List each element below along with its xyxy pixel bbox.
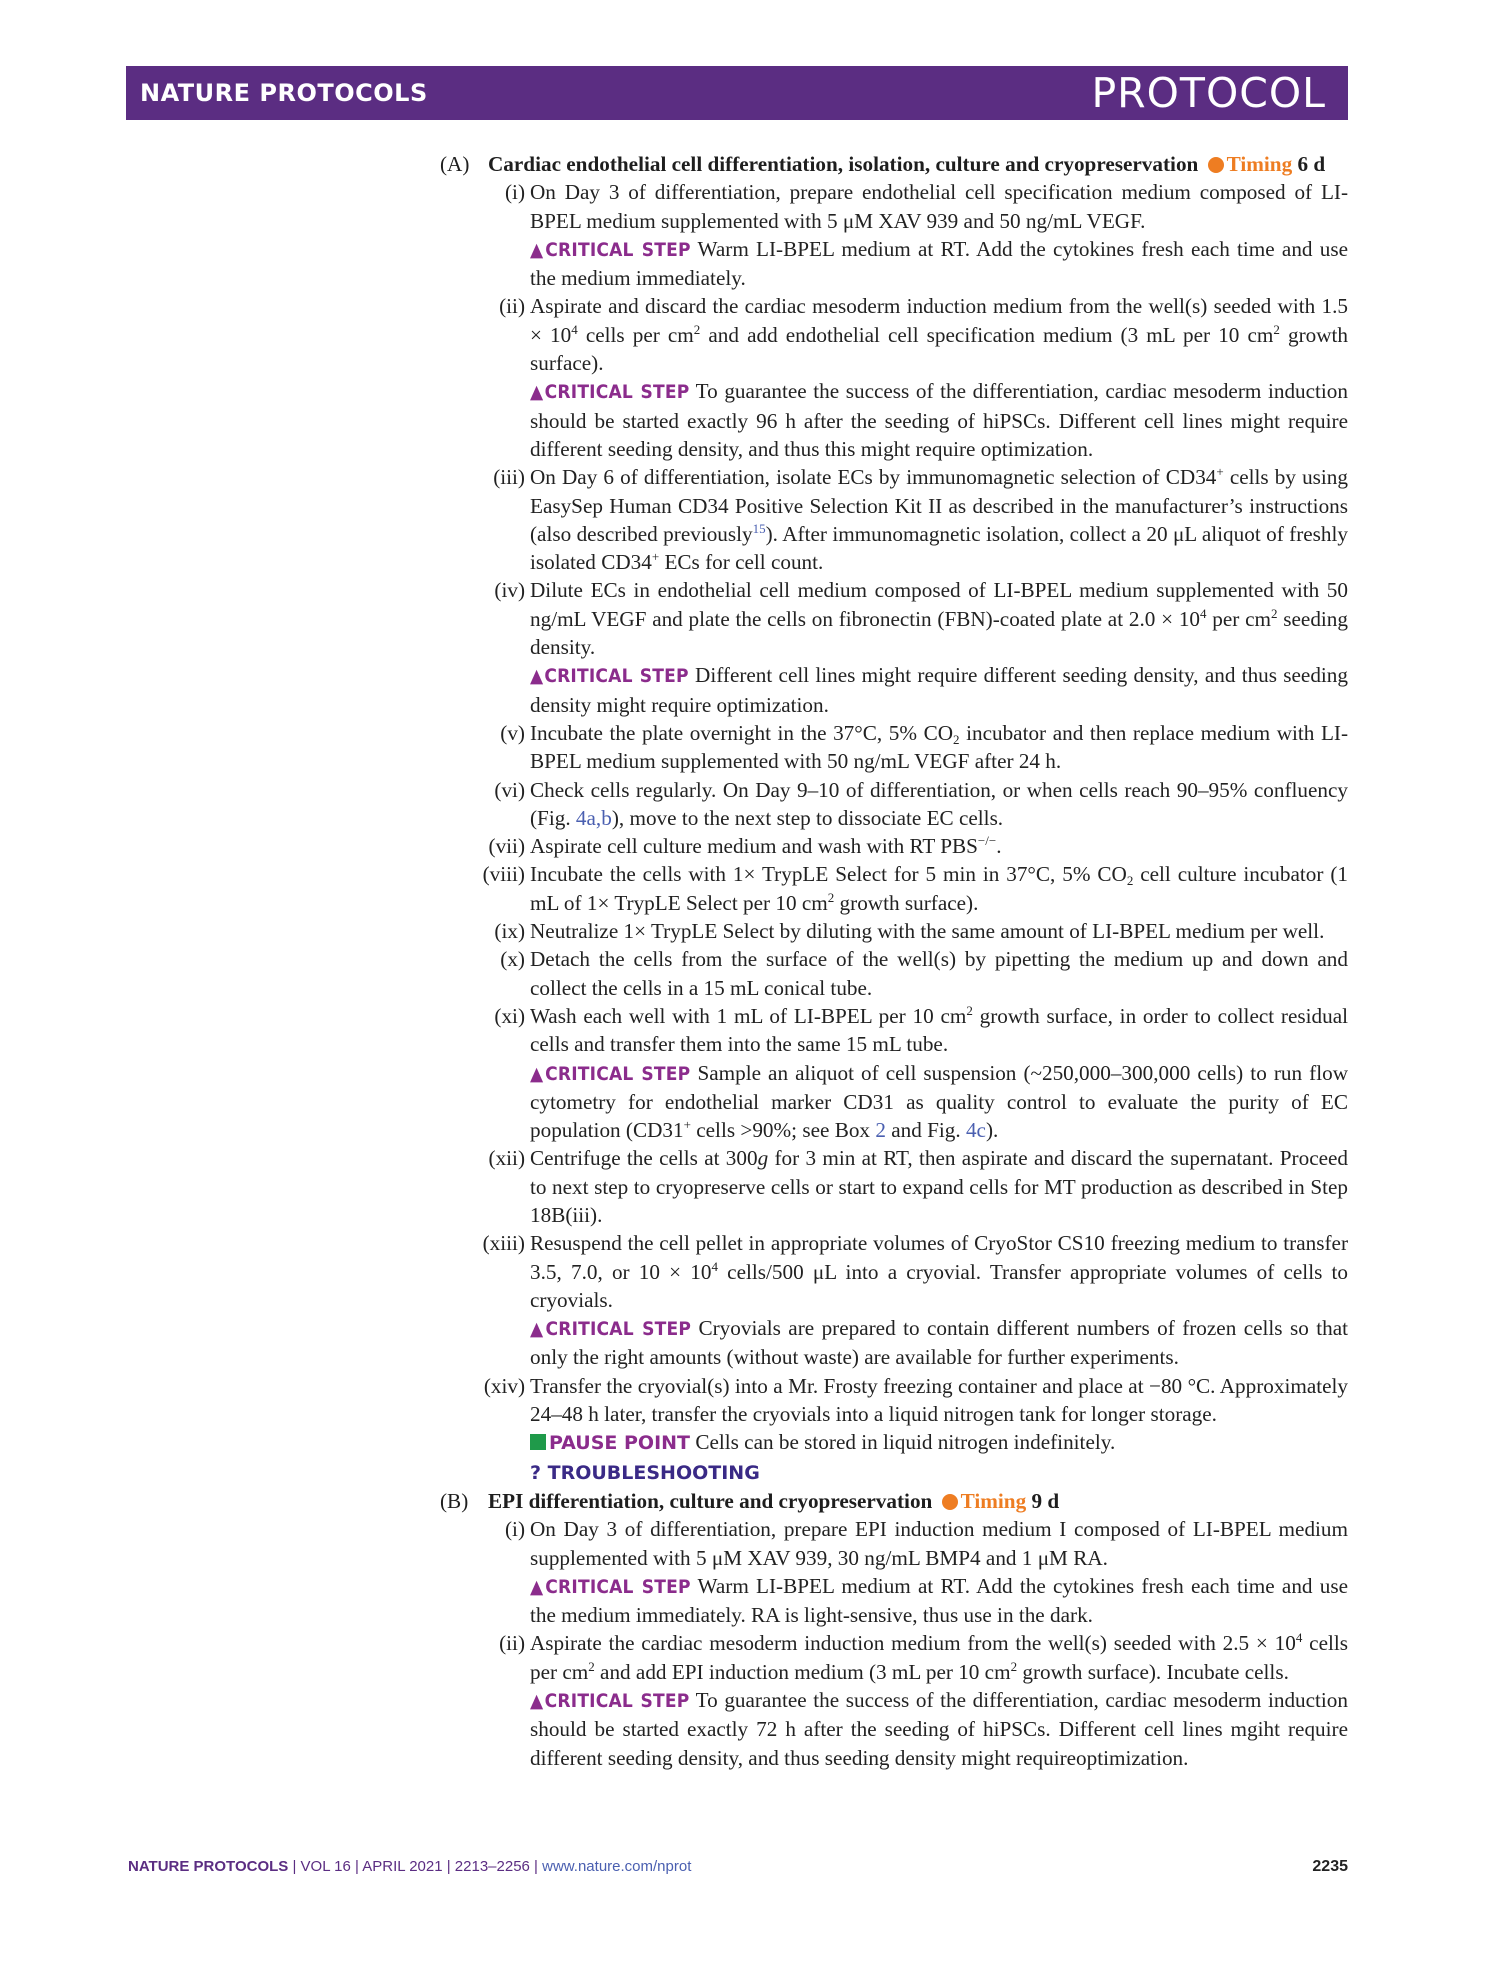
- troubleshooting-link[interactable]: ? TROUBLESHOOTING: [530, 1461, 760, 1484]
- pause-point-label: PAUSE POINT: [549, 1432, 691, 1455]
- step-a-vi: (vi) Check cells regularly. On Day 9–10 of differentiation, or when cells reach 90–95% confluency (Fig. 4a,b), move to the next step to dissociate EC cells.: [494, 777, 1348, 830]
- troubleshooting-note: [530, 1458, 1348, 1487]
- section-title-text: EPI differentiation, culture and cryopreservation: [488, 1488, 933, 1513]
- section-title-text: Cardiac endothelial cell differentiation, isolation, culture and cryopreservation: [488, 152, 1199, 176]
- page-footer: NATURE PROTOCOLS | VOL 16 | APRIL 2021 | 2213–2256 | www.nature.com/nprot 2235: [128, 1858, 1348, 1875]
- critical-step-icon: ▲: [530, 1062, 546, 1085]
- critical-step-label: CRITICAL STEP: [545, 1318, 692, 1341]
- journal-name: NATURE PROTOCOLS: [140, 79, 428, 107]
- section-label: (B): [440, 1488, 469, 1513]
- step-b-i: (i) On Day 3 of differentiation, prepare EPI induction medium I composed of LI-BPEL medium supplemented with 5 μM XAV 939, 30 ng/mL BMP4 and 1 μM RA. ▲CRITICAL STEP Warm LI-BPEL medium at RT. Add the cytokines fresh each time and use the medium immediately. RA is light-sensive, thus use in the dark.: [488, 1515, 1348, 1629]
- step-number: (x): [500, 947, 525, 972]
- timing-label: Timing: [1226, 152, 1293, 176]
- critical-step-label: CRITICAL STEP: [544, 665, 689, 688]
- footer-url[interactable]: www.nature.com/nprot: [542, 1858, 692, 1875]
- critical-step-note: ▲CRITICAL STEP To guarantee the success of the differentiation, cardiac mesoderm induction should be started exactly 96 h after the seeding of hiPSCs. Different cell lines might require different seeding density, and thus this might require optimization.: [530, 379, 1348, 461]
- step-b-ii: (ii) Aspirate the cardiac mesoderm induction medium from the well(s) seeded with $2.5 \times 10^4$ cells per $cm^2$ and add EPI induction medium (3 mL per 10 $cm^2$ growth surface). Incubate cells. ▲CRITICAL STEP To guarantee the success of the differentiation, cardiac mesoderm induction should be started exactly 72 h after the seeding of hiPSCs. Different cell lines mgiht require different seeding density, and thus seeding density might requireoptimization.: [488, 1629, 1348, 1771]
- reference-link[interactable]: 15: [752, 520, 766, 536]
- critical-step-note: ▲CRITICAL STEP To guarantee the success of the differentiation, cardiac mesoderm induction should be started exactly 72 h after the seeding of hiPSCs. Different cell lines mgiht require different seeding density, and thus seeding density might requireoptimization.: [530, 1688, 1348, 1770]
- step-a-viii: (viii) Incubate the cells with 1× TrypLE Select for 5 min in 37°C, 5% $CO_2$ cell culture incubator (1 mL of 1× TrypLE Select per 10 $cm^2$ growth surface).: [482, 862, 1348, 915]
- header-banner: [126, 66, 1348, 120]
- step-a-i: (i) On Day 3 of differentiation, prepare endothelial cell specification medium composed of LI-BPEL medium supplemented with 5 μM XAV 939 and 50 ng/mL VEGF. ▲CRITICAL STEP Warm LI-BPEL medium at RT. Add the cytokines fresh each time and use the medium immediately.: [488, 178, 1348, 292]
- step-a-x: (x) Detach the cells from the surface of the well(s) by pipetting the medium up and down and collect the cells in a 15 mL conical tube.: [500, 947, 1348, 1000]
- critical-step-note: ▲CRITICAL STEP Warm LI-BPEL medium at RT. Add the cytokines fresh each time and use the medium immediately.: [530, 236, 1348, 291]
- critical-step-note: ▲CRITICAL STEP Cryovials are prepared to contain different numbers of frozen cells so that only the right amounts (without waste) are available for further experiments.: [530, 1316, 1348, 1370]
- step-number: (xii): [488, 1146, 525, 1171]
- step-a-xii: (xii) Centrifuge the cells at 300g for 3 min at RT, then aspirate and discard the supernatant. Proceed to next step to cryopreserve cells or start to expand cells for MT production as described in Step 18B(iii).: [488, 1146, 1348, 1227]
- critical-step-icon: ▲: [530, 238, 546, 261]
- step-number: (xiii): [482, 1231, 525, 1256]
- step-a-iii: (iii) On Day 6 of differentiation, isolate ECs by immunomagnetic selection of CD34+ cells by using EasySep Human CD34 Positive Selection Kit II as described in the manufacturer’s instructions (also described previously$^{15}$). After immunomagnetic isolation, collect a 20 μL aliquot of freshly isolated CD34+ ECs for cell count.: [493, 464, 1348, 575]
- critical-step-note: ▲CRITICAL STEP Different cell lines might require different seeding density, and thus seeding density might require optimization.: [530, 663, 1348, 717]
- footer-citation: VOL 16 | APRIL 2021 | 2213–2256: [300, 1858, 530, 1875]
- section-b-title: [440, 1487, 1348, 1515]
- step-number: (xi): [494, 1003, 525, 1028]
- step-number: (vii): [488, 834, 525, 859]
- timing-dot-icon: [1208, 157, 1224, 173]
- step-number: (iv): [494, 578, 525, 603]
- step-a-xiv: (xiv) Transfer the cryovial(s) into a Mr. Frosty freezing container and place at −80 °C. Approximately 24–48 h later, transfer the cryovials into a liquid nitrogen tank for longer storage. PAUSE POINT Cells can be stored in liquid nitrogen indefinitely. ? TROUBLESHOOTING: [488, 1372, 1348, 1487]
- timing-dot-icon: [942, 1494, 958, 1510]
- step-number: (vi): [494, 777, 525, 802]
- step-a-v: (v) Incubate the plate overnight in the 37°C, 5% $CO_2$ incubator and then replace medium with LI-BPEL medium supplemented with 50 ng/mL VEGF after 24 h.: [500, 720, 1348, 774]
- step-number: (ii): [499, 1631, 525, 1656]
- step-number: (ii): [499, 294, 525, 319]
- main-content: [440, 150, 1348, 1772]
- pause-point-note: PAUSE POINT Cells can be stored in liquid nitrogen indefinitely.: [530, 1428, 1348, 1457]
- step-number: (i): [505, 180, 525, 205]
- section-label: (A): [440, 152, 470, 176]
- timing-value: 9 d: [1031, 1488, 1060, 1513]
- step-number: (xiv): [483, 1373, 525, 1398]
- critical-step-icon: ▲: [530, 381, 545, 404]
- footer-journal: NATURE PROTOCOLS: [128, 1858, 289, 1875]
- step-a-iv: (iv) Dilute ECs in endothelial cell medium composed of LI-BPEL medium supplemented with 50 ng/mL VEGF and plate the cells on fibronectin (FBN)-coated plate at $2.0 \times 10^4$ per $cm^2$ seeding density. ▲CRITICAL STEP Different cell lines might require different seeding density, and thus seeding density might require optimization.: [488, 576, 1348, 718]
- critical-step-icon: ▲: [530, 1690, 545, 1713]
- pause-square-icon: [530, 1434, 546, 1450]
- step-number: (i): [505, 1517, 525, 1542]
- step-a-xi: (xi) Wash each well with 1 mL of LI-BPEL per 10 $cm^2$ growth surface, in order to collect residual cells and transfer them into the same 15 mL tube. ▲CRITICAL STEP Sample an aliquot of cell suspension (~250,000–300,000 cells) to run flow cytometry for endothelial marker CD31 as quality control to evaluate the purity of EC population (CD31+ cells >90%; see Box 2 and Fig. 4c).: [488, 1002, 1348, 1144]
- critical-step-icon: ▲: [530, 1318, 546, 1341]
- step-a-xiii: (xiii) Resuspend the cell pellet in appropriate volumes of CryoStor CS10 freezing medium to transfer 3.5, 7.0, or $10 \times 10^4$ cells/500 μL into a cryovial. Transfer appropriate volumes of cells to cryovials. ▲CRITICAL STEP Cryovials are prepared to contain different numbers of frozen cells so that only the right amounts (without waste) are available for further experiments.: [488, 1229, 1348, 1371]
- box-link[interactable]: 2: [875, 1118, 886, 1143]
- critical-step-label: CRITICAL STEP: [544, 1690, 690, 1713]
- article-type: PROTOCOL: [1091, 69, 1326, 117]
- critical-step-note: ▲CRITICAL STEP Warm LI-BPEL medium at RT. Add the cytokines fresh each time and use the medium immediately. RA is light-sensive, thus use in the dark.: [530, 1573, 1348, 1628]
- section-a-title: [440, 150, 1348, 178]
- figure-link[interactable]: 4c: [965, 1118, 986, 1143]
- step-number: (viii): [482, 862, 525, 887]
- figure-link[interactable]: 4a,b: [575, 805, 612, 830]
- timing-value: 6 d: [1297, 152, 1326, 176]
- step-number: (iii): [493, 465, 525, 490]
- critical-step-icon: ▲: [530, 665, 545, 688]
- critical-step-label: CRITICAL STEP: [545, 1575, 691, 1598]
- critical-step-label: CRITICAL STEP: [545, 1062, 691, 1085]
- step-a-vii: (vii) Aspirate cell culture medium and wash with RT PBS−/−.: [488, 832, 1348, 860]
- step-a-ii: (ii) Aspirate and discard the cardiac mesoderm induction medium from the well(s) seeded with $1.5 \times 10^4$ cells per $cm^2$ and add endothelial cell specification medium (3 mL per 10 $cm^2$ growth surface). ▲CRITICAL STEP To guarantee the success of the differentiation, cardiac mesoderm induction should be started exactly 96 h after the seeding of hiPSCs. Different cell lines might require different seeding density, and thus this might require optimization.: [488, 292, 1348, 463]
- critical-step-note: ▲CRITICAL STEP Sample an aliquot of cell suspension (~250,000–300,000 cells) to run flow cytometry for endothelial marker CD31 as quality control to evaluate the purity of EC population (CD31+ cells >90%; see Box 2 and Fig. 4c).: [530, 1060, 1348, 1143]
- critical-step-icon: ▲: [530, 1575, 546, 1598]
- step-a-ix: (ix) Neutralize 1× TrypLE Select by diluting with the same amount of LI-BPEL medium per well.: [488, 917, 1348, 945]
- step-number: (v): [500, 720, 525, 745]
- critical-step-label: CRITICAL STEP: [544, 381, 690, 404]
- section-a: [440, 150, 1348, 1487]
- timing-label: Timing: [960, 1488, 1027, 1513]
- critical-step-label: CRITICAL STEP: [545, 238, 691, 261]
- step-number: (ix): [494, 919, 525, 944]
- section-b: [440, 1487, 1348, 1772]
- page-number: 2235: [1312, 1858, 1348, 1875]
